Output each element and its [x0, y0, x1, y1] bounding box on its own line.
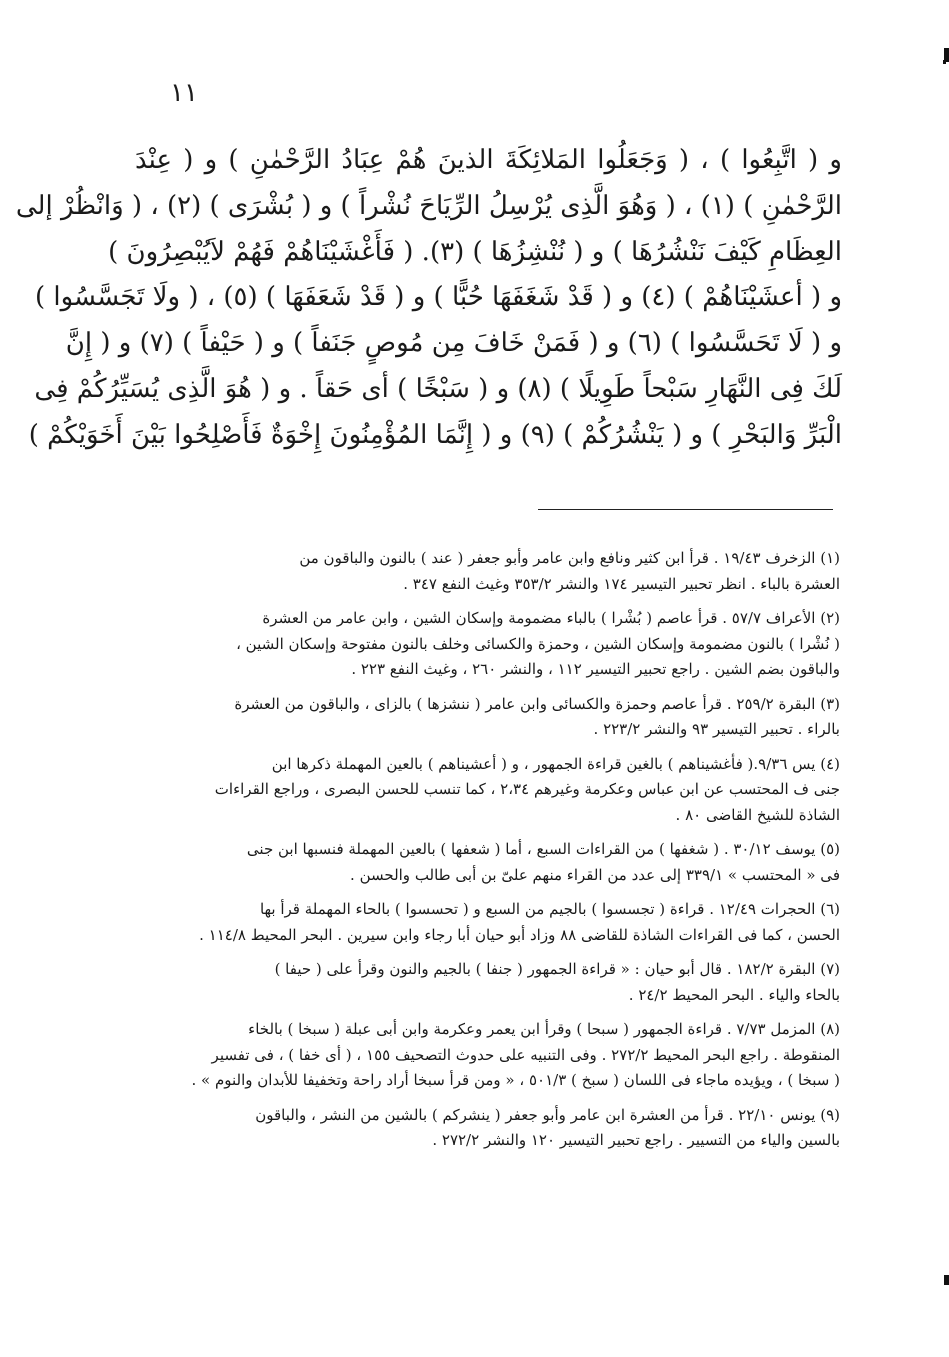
footnote-6 — [140, 897, 840, 948]
footnote-line: جنى ف المحتسب عن ابن عباس وعكرمة وغيرهم ٢،٣٤ ، كما تنسب للحسن البصرى ، وراجع القراءات — [214, 780, 840, 798]
main-text — [15, 138, 842, 459]
footnote-line: ( سبخا ) ، ويؤيده ماجاء فى اللسان ( سبخ ) ٥٠١/٣ ، « ومن قرأ سبخا أراد راحة وتخفيفا للأبدان والنوم » . — [191, 1071, 840, 1089]
footnote-line: (٣) البقرة ٢٥٩/٢ . قرأ عاصم وحمزة والكسائى وابن عامر ( ننشزها ) بالزاى ، والباقون من العشرة — [234, 694, 840, 713]
footnote-line: (٦) الحجرات ١٢/٤٩ . قراءة ( تجسسوا ) بالجيم من السبع و ( تحسسوا ) بالحاء المهملة قرأ بها — [259, 900, 840, 918]
footnote-4 — [140, 752, 840, 829]
main-text-line: الْبَرِّ وَالبَحْرِ ) و ( يَنْشُرُكُمْ ) (٩) و ( إِنَّمَا المُؤْمِنُونَ إِخْوَةٌ فَأَصْلِحُوا بَيْنَ أَخَوَيْكُمْ ) — [28, 419, 842, 450]
footnote-line: والباقون بضم الشين . راجع تحبير التيسير ١١٢ ، والنشر ٢٦٠ ، وغيث النفع ٢٢٣ . — [351, 660, 840, 678]
footnote-line: (٧) البقرة ١٨٢/٢ . قال أبو حيان : « قراءة الجمهور ( جنفا ) بالجيم والنون وقرأ على ( حيفا ) — [274, 960, 840, 978]
footnote-line: ( نُشْرا ) بالنون مضمومة وإسكان الشين ، وحمزة والكسائى وخلف بالنون مفتوحة وإسكان الشين ، — [236, 634, 840, 653]
footnote-line: العشرة بالباء . انظر تحبير التيسير ١٧٤ والنشر ٣٥٣/٢ وغيث النفع ٣٤٧ . — [403, 574, 840, 593]
footnote-7 — [140, 957, 840, 1008]
scan-edge-mark — [944, 1275, 949, 1285]
footnote-line: (٥) يوسف ٣٠/١٢ . ( شغفها ) من القراءات السبع ، أما ( شعفها ) بالعين المهملة فنسبها ابن جنى — [246, 840, 840, 858]
footnote-3 — [140, 692, 840, 743]
footnote-line: (٩) يونس ٢٢/١٠ . قرأ من العشرة ابن عامر وأبو جعفر ( ينشركم ) بالشين من النشر ، والباقون — [255, 1105, 840, 1124]
scan-edge-mark — [943, 60, 946, 64]
main-text-line: و ( أعشَيْنَاهُمْ ) (٤) و ( قَدْ شَغَفَهَا حُبًّا ) و ( قَدْ شَعَفَهَا ) (٥) ، ( ولَا تَجَسَّسُوا ) — [34, 282, 842, 313]
footnote-line: الحسن ، كما فى القراءات الشاذة للقاضى ٨٨ وزاد أبو حيان أبا رجاء وابن سيرين . البحر المحيط ١١٤/٨ . — [199, 925, 840, 944]
footnote-9 — [140, 1103, 840, 1154]
footnote-8 — [140, 1017, 840, 1094]
footnote-separator — [538, 509, 833, 510]
footnote-line: (٤) يس ٩/٣٦.( فأغشيناهم ) بالغين قراءة الجمهور ، و ( أعشيناهم ) بالعين المهملة ذكرها ابن — [271, 754, 840, 773]
footnote-line: الشاذة للشيخ القاضى ٨٠ . — [675, 805, 840, 824]
footnote-line: (٢) الأعراف ٥٧/٧ . قرأ عاصم ( بُشْرا ) بالباء مضمومة وإسكان الشين ، وابن عامر من العشرة — [262, 609, 840, 627]
footnote-2 — [140, 606, 840, 683]
footnote-line: (٨) المزمل ٧/٧٣ . قراءة الجمهور ( سبحا ) وقرأ ابن يعمر وعكرمة وابن أبى عبلة ( سبخا ) بالخاء — [248, 1020, 840, 1038]
footnote-line: بالحاء والياء . البحر المحيط ٢٤/٢ . — [628, 985, 840, 1004]
main-text-line: و ( لَا تَحَسَّسُوا ) (٦) و ( فَمَنْ خَافَ مِن مُوصٍ جَنَفاً ) و ( حَيْفاً ) (٧) و ( إِنَّ — [65, 328, 842, 359]
footnote-5 — [140, 837, 840, 888]
page-number: ١١ — [170, 78, 198, 108]
main-text-line: الرَّحْمٰنِ ) (١) ، ( وَهُوَ الَّذِى يُرْسِلُ الرِّيَاحَ نُشْراً ) و ( بُشْرَى ) (٢) ، ( وَانْظُرْ إلى — [15, 190, 842, 221]
footnote-line: فى « المحتسب » ٣٣٩/١ إلى عدد من القراء منهم علىّ بن أبى طالب والحسن . — [350, 865, 840, 884]
footnotes — [140, 546, 840, 1163]
footnote-line: بالسين والياء من التسيير . راجع تحبير التيسير ١٢٠ والنشر ٢٧٢/٢ . — [432, 1131, 840, 1149]
main-text-line: لَكَ فِى النَّهَارِ سَبْحاً طَوِيلًا ) (٨) و ( سَبْخًا ) أى حَقاً . و ( هُوَ الَّذِى يُسَيِّرُكُمْ فِى — [34, 373, 842, 404]
main-text-line: و ( اتَّبِعُوا ) ، ( وَجَعَلُوا المَلائِكَةَ الذينَ هُمْ عِبَادُ الرَّحْمٰنِ ) و ( عِنْدَ — [135, 145, 842, 175]
footnote-line: بالراء . تحبير التيسير ٩٣ والنشر ٢٢٣/٢ . — [593, 720, 840, 738]
main-text-line: العِظَامِ كَيْفَ نَنْشُرُهَا ) و ( نُنْشِزُهَا ) (٣). ( فَأَغْشَيْنَاهُمْ فَهُمْ لاَيُبْصِرُونَ ) — [108, 236, 842, 267]
footnote-line: المنقوطة . راجع البحر المحيط ٢٧٢/٢ . وفى التنبيه على حدوث التصحيف ١٥٥ ، ( أى خفا ) ، فى تفسير — [211, 1045, 840, 1064]
footnote-line: (١) الزخرف ١٩/٤٣ . قرأ ابن كثير ونافع وابن عامر وأبو جعفر ( عند ) بالنون والباقون من — [299, 549, 840, 567]
footnote-1 — [140, 546, 840, 597]
